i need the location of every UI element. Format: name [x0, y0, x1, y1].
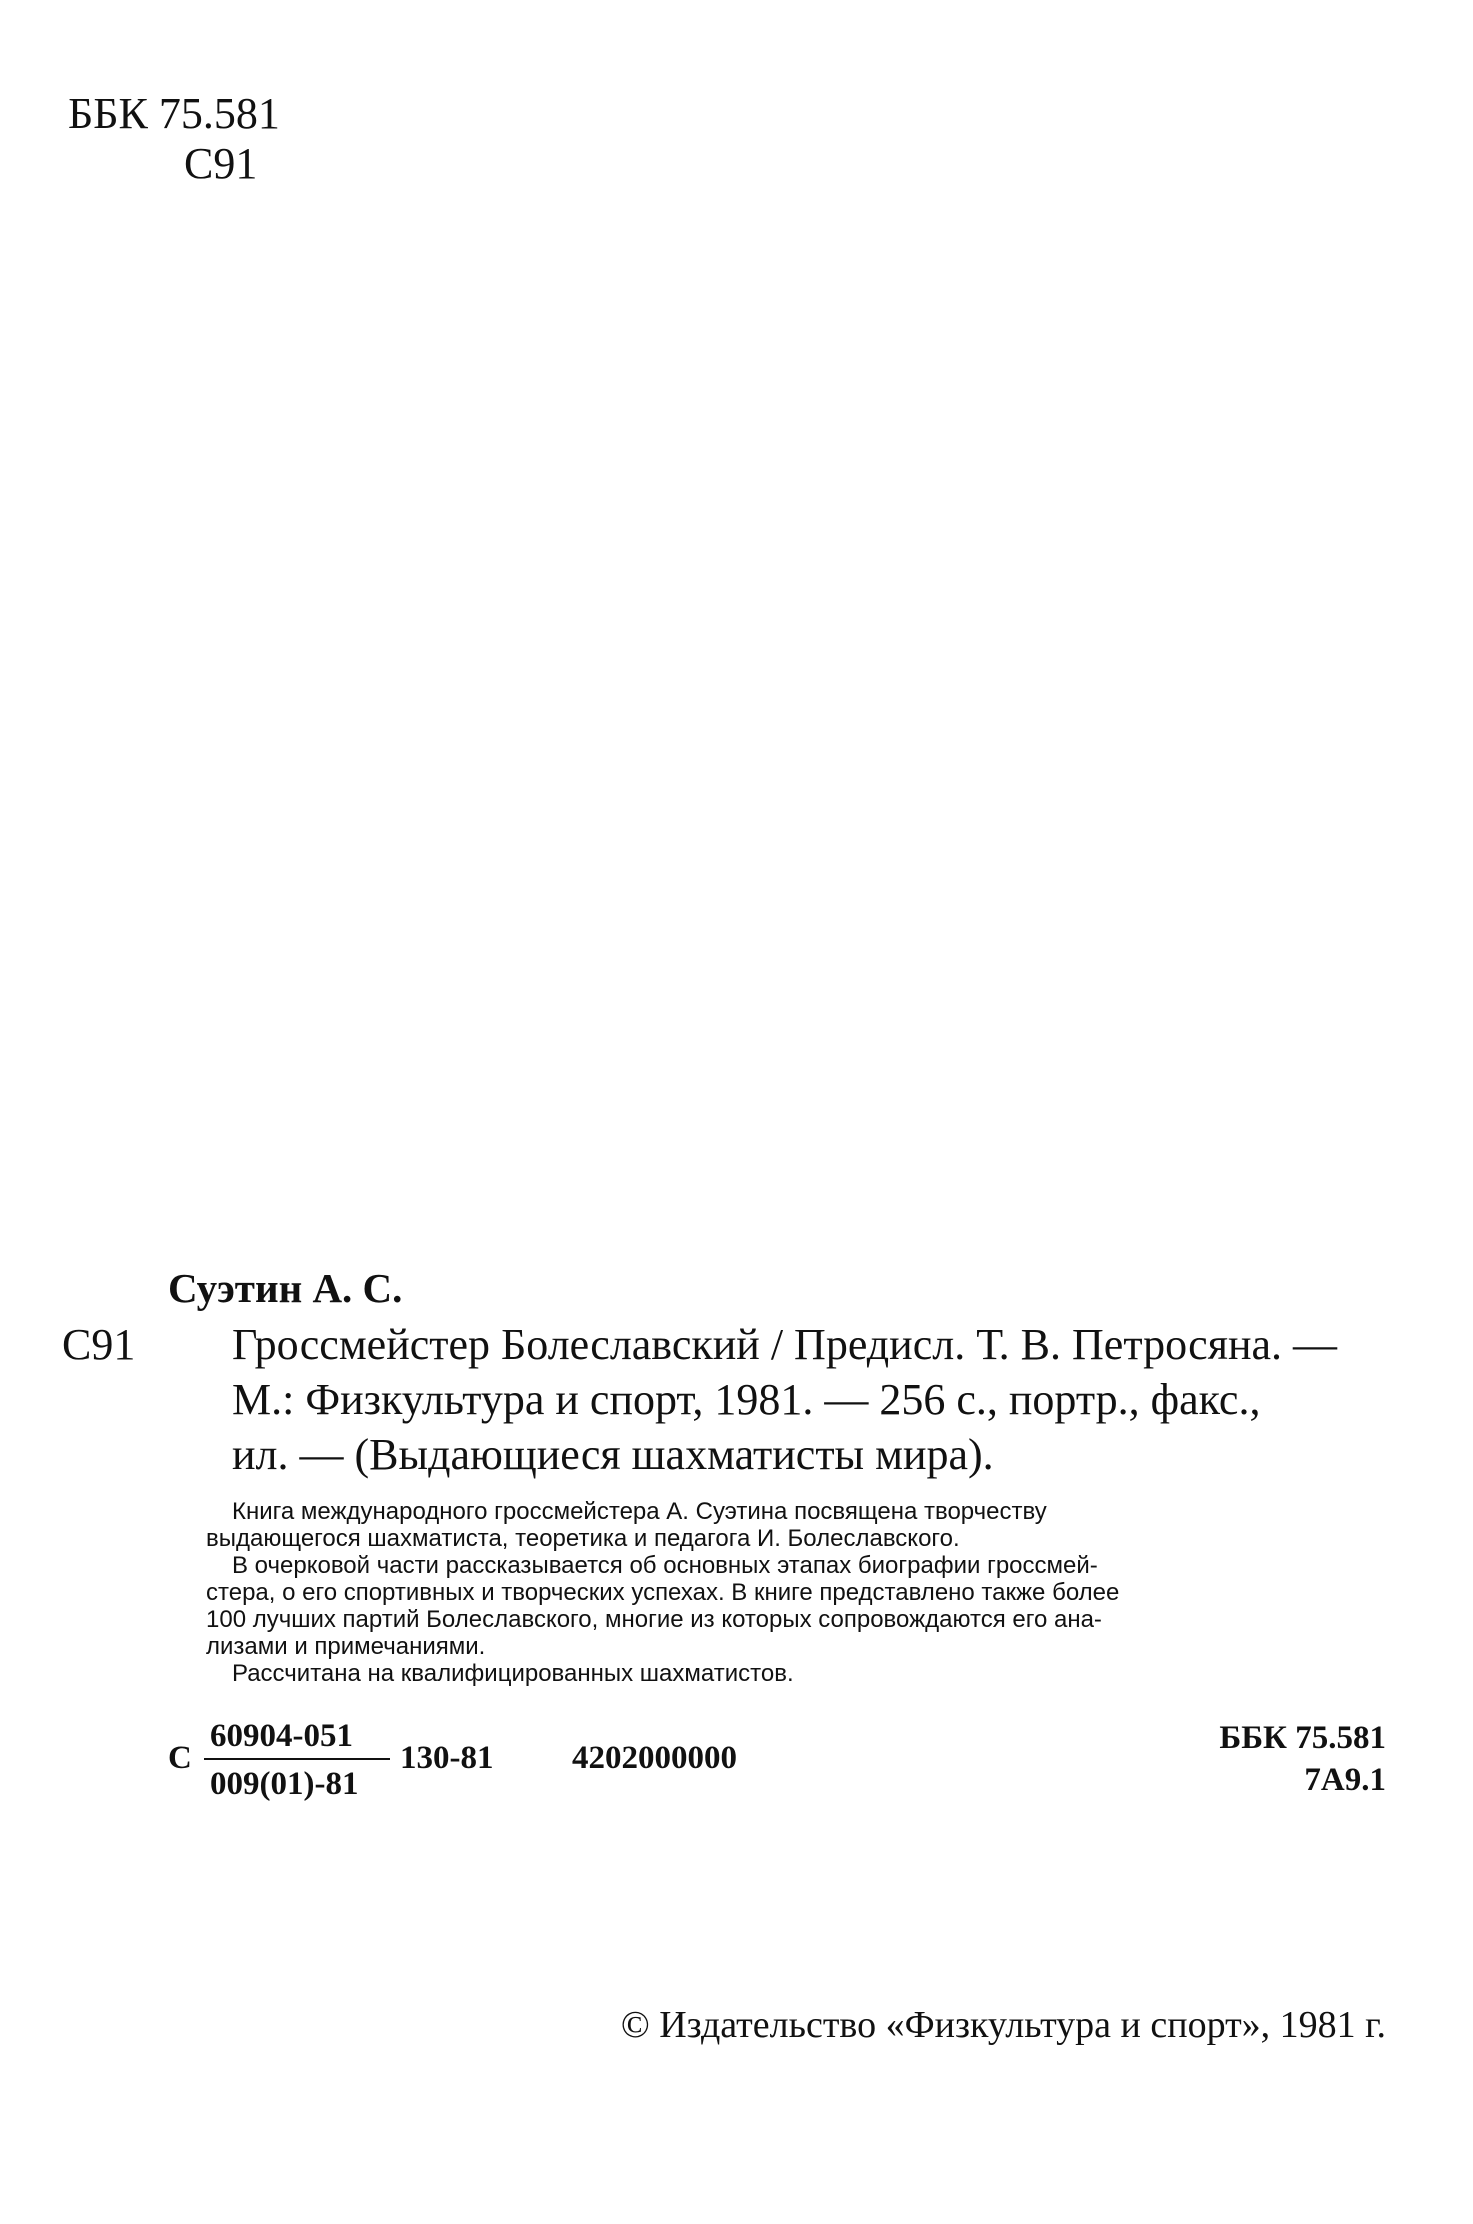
index-numerator: 60904-051 — [210, 1718, 353, 1754]
author-mark-top: С91 — [184, 139, 258, 188]
annotation-line: Рассчитана на квалифицированных шахматистов. — [232, 1660, 794, 1687]
card-entry-line: Гроссмейстер Болеславский / Предисл. Т. В. Петросяна. — — [232, 1320, 1338, 1369]
index-isbn: 4202000000 — [572, 1740, 737, 1776]
annotation-line: В очерковой части рассказывается об основных этапах биографии гроссмей- — [232, 1552, 1098, 1579]
index-denominator: 009(01)-81 — [210, 1766, 359, 1802]
copyright-notice: © Издательство «Физкультура и спорт», 1981 г. — [620, 2004, 1386, 2046]
index-code: 130-81 — [400, 1740, 494, 1776]
index-letter: С — [168, 1740, 192, 1776]
fraction-bar — [204, 1758, 390, 1760]
card-entry-line: М.: Физкультура и спорт, 1981. — 256 с., портр., факс., — [232, 1375, 1261, 1424]
annotation-line: стера, о его спортивных и творческих успехах. В книге представлено также более — [206, 1579, 1120, 1606]
annotation-line: лизами и примечаниями. — [206, 1633, 486, 1660]
bbk-classification-top: ББК 75.581 — [68, 89, 280, 138]
card-author: Суэтин А. С. — [168, 1265, 403, 1311]
card-entry-line: ил. — (Выдающиеся шахматисты мира). — [232, 1430, 994, 1479]
bbk-classification-bottom: ББК 75.581 — [1219, 1720, 1386, 1756]
card-author-mark: С91 — [62, 1320, 136, 1369]
annotation-line: 100 лучших партий Болеславского, многие из которых сопровождаются его ана- — [206, 1606, 1102, 1633]
classification-code-bottom: 7А9.1 — [1304, 1762, 1386, 1798]
annotation-line: выдающегося шахматиста, теоретика и педагога И. Болеславского. — [206, 1525, 960, 1552]
annotation-line: Книга международного гроссмейстера А. Суэтина посвящена творчеству — [232, 1498, 1047, 1525]
